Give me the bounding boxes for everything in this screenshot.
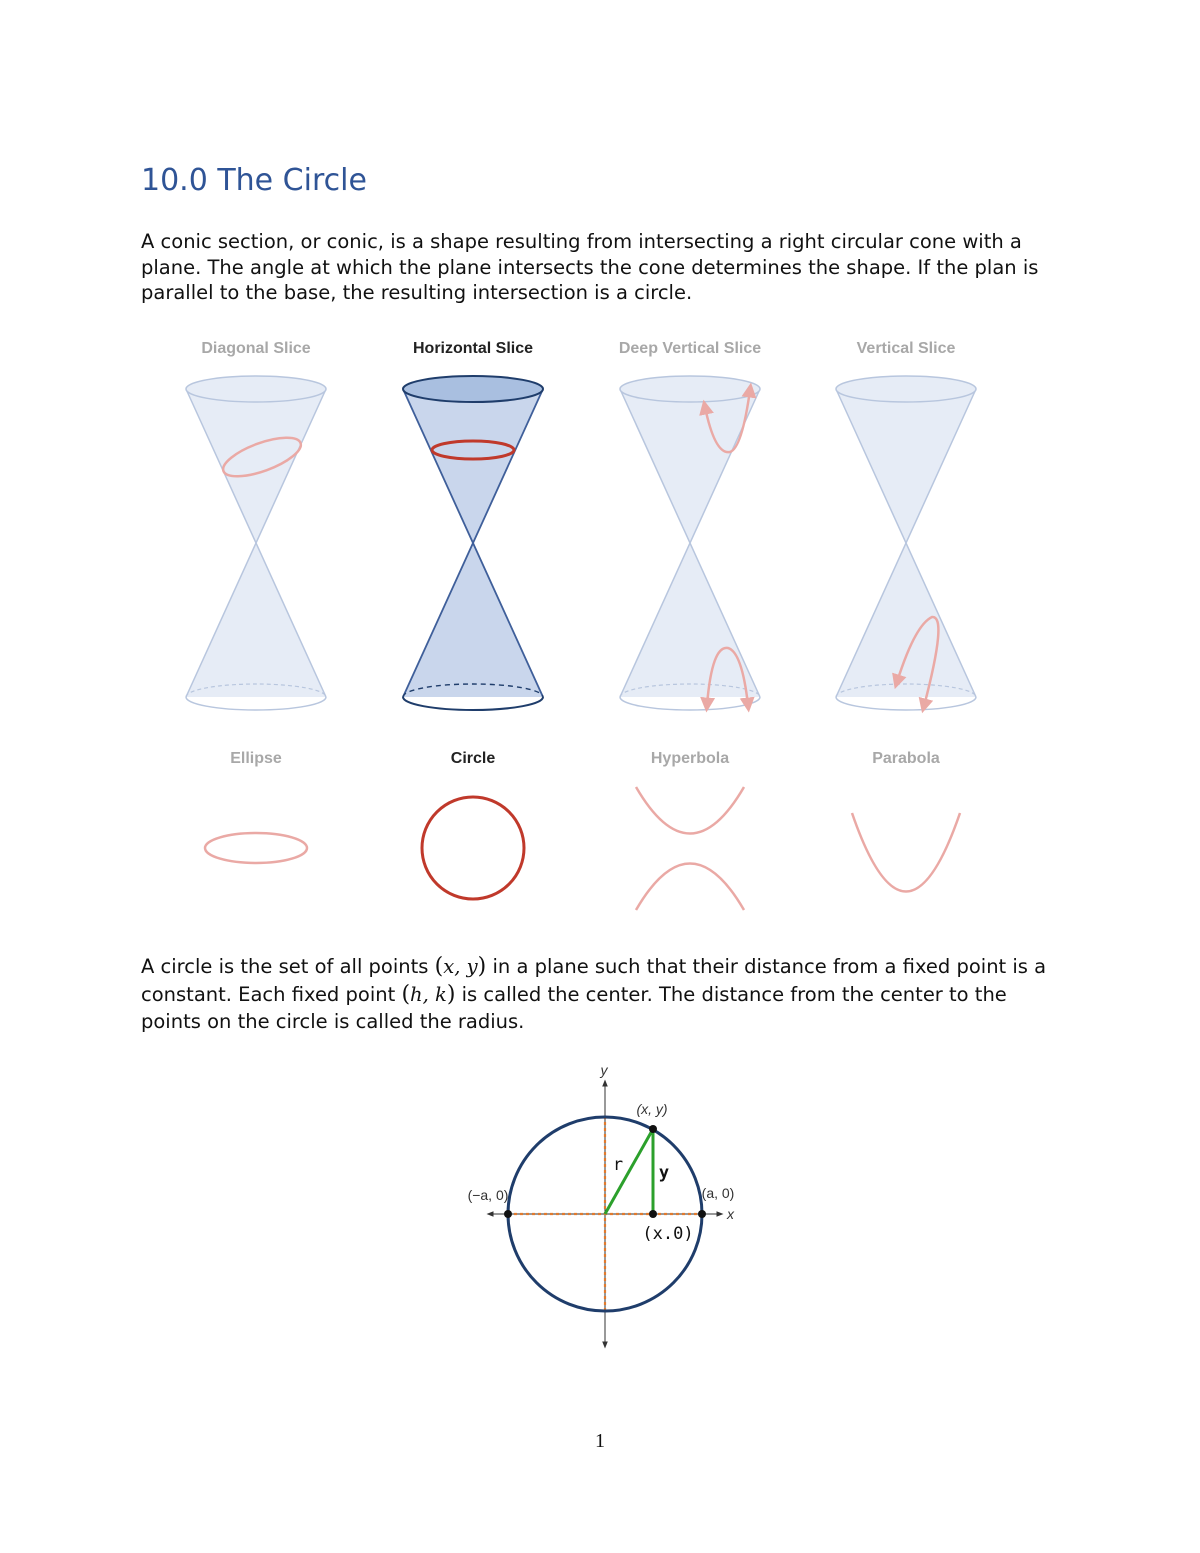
page-number: 1 (595, 1430, 605, 1452)
cone-horizontal (403, 376, 543, 710)
conic-sections-figure (140, 330, 1060, 930)
page-title: 10.0 The Circle (141, 163, 367, 198)
parabola-shape (852, 813, 960, 892)
slice-label-vertical: Vertical Slice (856, 340, 956, 357)
cone-vertical (836, 376, 976, 710)
intro-paragraph: A conic section, or conic, is a shape resulting from intersecting a right circular cone with a plane. The angle at which the plane intersects the cone determines the shape. If the plan is parallel to the base, the resulting intersection is a circle. (141, 230, 1039, 304)
shape-label-hyperbola: Hyperbola (650, 750, 730, 767)
slice-label-deep-vertical: Deep Vertical Slice (618, 340, 762, 357)
circle-definition-paragraph: A circle is the set of all points (x, y) in a plane such that their distance from a fixed point is a constant. Each fixed point (h, k) is called the center. The distance from the center to the points on the circle is called the radius. (141, 954, 1047, 1033)
shape-label-parabola: Parabola (872, 750, 940, 767)
shape-label-circle: Circle (450, 750, 496, 767)
slice-label-horizontal: Horizontal Slice (412, 340, 534, 357)
point-neg-a-label: (−a, 0) (467, 1187, 509, 1203)
hyperbola-lower-shape (636, 864, 744, 911)
ellipse-shape (205, 833, 307, 863)
hyperbola-upper-shape (636, 787, 744, 834)
center-hk-math: h, k (410, 982, 447, 1006)
point-a-label: (a, 0) (701, 1185, 735, 1201)
circle-radius-figure (460, 1055, 750, 1355)
y-axis-label: y (600, 1062, 608, 1078)
x-axis-label: x (727, 1206, 734, 1222)
point-x0-label: (x.0) (642, 1224, 694, 1244)
circle-shape (422, 797, 524, 899)
point-xy-label: (x, y) (636, 1101, 668, 1117)
cone-deep-vertical (620, 376, 760, 710)
point-xy-math: x, y (443, 955, 478, 978)
slice-label-diagonal: Diagonal Slice (201, 340, 311, 357)
cone-diagonal (186, 376, 326, 710)
y-leg-label: y (658, 1163, 670, 1183)
shape-label-ellipse: Ellipse (230, 750, 282, 767)
radius-label: r (612, 1155, 624, 1175)
